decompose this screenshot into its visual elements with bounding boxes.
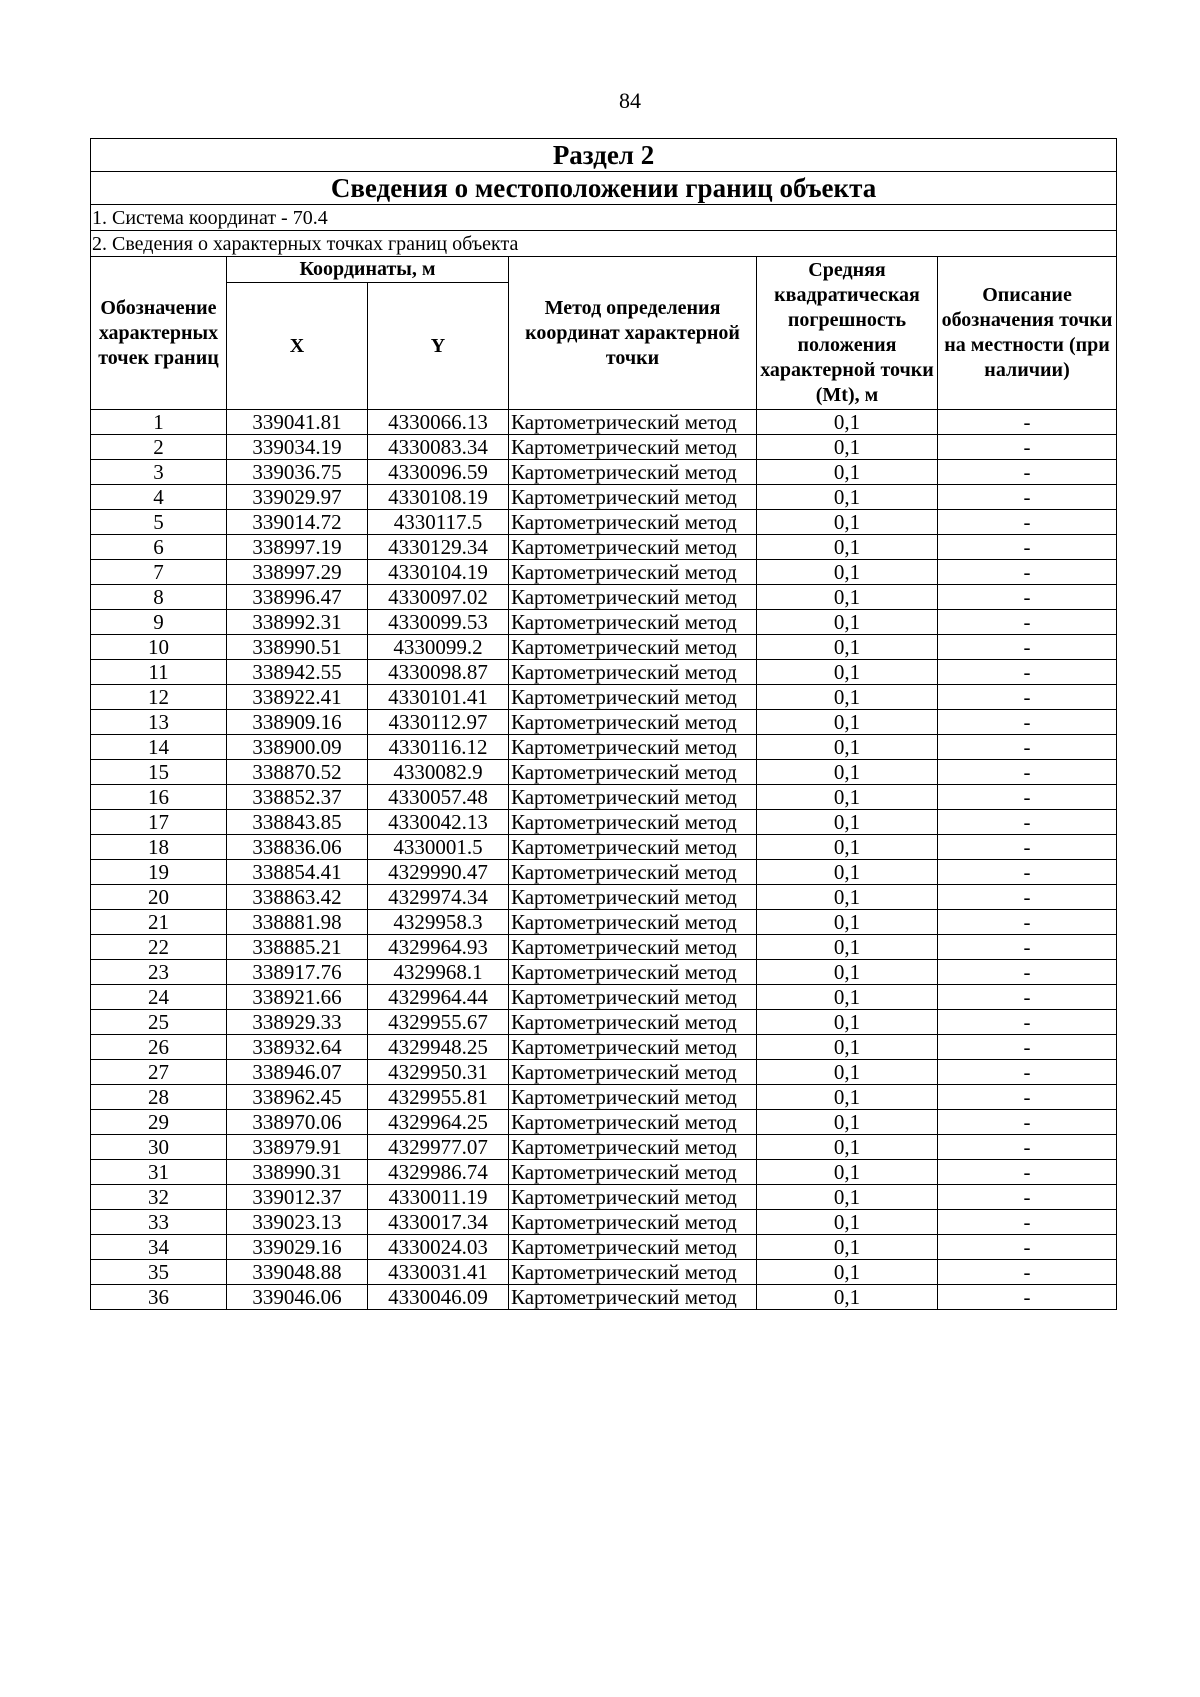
- error-cell: 0,1: [757, 535, 938, 560]
- point-number-cell: 16: [91, 785, 227, 810]
- table-row: [91, 810, 1117, 835]
- y-coordinate-cell: 4330101.41: [368, 685, 509, 710]
- x-coordinate-cell: 338946.07: [227, 1060, 368, 1085]
- x-coordinate-cell: 338870.52: [227, 760, 368, 785]
- y-coordinate-cell: 4329948.25: [368, 1035, 509, 1060]
- coordinate-system-line: 1. Система координат - 70.4: [91, 205, 1117, 231]
- table-row: [91, 660, 1117, 685]
- description-cell: -: [938, 1010, 1117, 1035]
- error-cell: 0,1: [757, 1160, 938, 1185]
- x-coordinate-cell: 338917.76: [227, 960, 368, 985]
- table-row: [91, 710, 1117, 735]
- table-row: [91, 1285, 1117, 1310]
- error-cell: 0,1: [757, 460, 938, 485]
- table-row: [91, 435, 1117, 460]
- x-coordinate-cell: 339023.13: [227, 1210, 368, 1235]
- table-row: [91, 1060, 1117, 1085]
- x-coordinate-cell: 338962.45: [227, 1085, 368, 1110]
- table-row: [91, 860, 1117, 885]
- table-row: [91, 1260, 1117, 1285]
- y-coordinate-cell: 4330099.2: [368, 635, 509, 660]
- method-cell: Картометрический метод: [509, 1285, 757, 1310]
- x-coordinate-cell: 338881.98: [227, 910, 368, 935]
- error-cell: 0,1: [757, 935, 938, 960]
- y-coordinate-cell: 4330083.34: [368, 435, 509, 460]
- method-cell: Картометрический метод: [509, 1135, 757, 1160]
- error-cell: 0,1: [757, 885, 938, 910]
- y-coordinate-cell: 4330129.34: [368, 535, 509, 560]
- y-coordinate-cell: 4329955.81: [368, 1085, 509, 1110]
- description-cell: -: [938, 1160, 1117, 1185]
- y-coordinate-cell: 4330116.12: [368, 735, 509, 760]
- point-number-cell: 5: [91, 510, 227, 535]
- section-subtitle: Сведения о местоположении границ объекта: [91, 172, 1117, 205]
- method-cell: Картометрический метод: [509, 435, 757, 460]
- point-number-cell: 31: [91, 1160, 227, 1185]
- error-cell: 0,1: [757, 585, 938, 610]
- error-cell: 0,1: [757, 510, 938, 535]
- method-cell: Картометрический метод: [509, 685, 757, 710]
- method-cell: Картометрический метод: [509, 835, 757, 860]
- header-y: Y: [368, 283, 509, 410]
- point-number-cell: 22: [91, 935, 227, 960]
- table-row: [91, 560, 1117, 585]
- description-cell: -: [938, 435, 1117, 460]
- table-row: [91, 485, 1117, 510]
- point-number-cell: 34: [91, 1235, 227, 1260]
- description-cell: -: [938, 1235, 1117, 1260]
- header-designation: Обозначение характерных точек границ: [91, 257, 227, 410]
- x-coordinate-cell: 339041.81: [227, 410, 368, 435]
- point-number-cell: 24: [91, 985, 227, 1010]
- error-cell: 0,1: [757, 985, 938, 1010]
- error-cell: 0,1: [757, 1010, 938, 1035]
- table-row: [91, 460, 1117, 485]
- description-cell: -: [938, 960, 1117, 985]
- y-coordinate-cell: 4330001.5: [368, 835, 509, 860]
- description-cell: -: [938, 985, 1117, 1010]
- y-coordinate-cell: 4329964.44: [368, 985, 509, 1010]
- x-coordinate-cell: 339012.37: [227, 1185, 368, 1210]
- table-row: [91, 785, 1117, 810]
- x-coordinate-cell: 338836.06: [227, 835, 368, 860]
- description-cell: -: [938, 735, 1117, 760]
- y-coordinate-cell: 4330099.53: [368, 610, 509, 635]
- point-number-cell: 14: [91, 735, 227, 760]
- description-cell: -: [938, 510, 1117, 535]
- method-cell: Картометрический метод: [509, 485, 757, 510]
- description-cell: -: [938, 1260, 1117, 1285]
- description-cell: -: [938, 560, 1117, 585]
- method-cell: Картометрический метод: [509, 910, 757, 935]
- y-coordinate-cell: 4329974.34: [368, 885, 509, 910]
- table-row: [91, 760, 1117, 785]
- table-row: [91, 410, 1117, 435]
- y-coordinate-cell: 4330104.19: [368, 560, 509, 585]
- table-row: [91, 510, 1117, 535]
- point-number-cell: 3: [91, 460, 227, 485]
- method-cell: Картометрический метод: [509, 710, 757, 735]
- x-coordinate-cell: 338997.19: [227, 535, 368, 560]
- method-cell: Картометрический метод: [509, 410, 757, 435]
- method-cell: Картометрический метод: [509, 1035, 757, 1060]
- error-cell: 0,1: [757, 435, 938, 460]
- description-cell: -: [938, 1035, 1117, 1060]
- method-cell: Картометрический метод: [509, 1185, 757, 1210]
- method-cell: Картометрический метод: [509, 460, 757, 485]
- y-coordinate-cell: 4329958.3: [368, 910, 509, 935]
- method-cell: Картометрический метод: [509, 1160, 757, 1185]
- error-cell: 0,1: [757, 710, 938, 735]
- method-cell: Картометрический метод: [509, 660, 757, 685]
- description-cell: -: [938, 910, 1117, 935]
- table-row: [91, 1185, 1117, 1210]
- x-coordinate-cell: 338996.47: [227, 585, 368, 610]
- method-cell: Картометрический метод: [509, 510, 757, 535]
- y-coordinate-cell: 4330046.09: [368, 1285, 509, 1310]
- description-cell: -: [938, 860, 1117, 885]
- y-coordinate-cell: 4330042.13: [368, 810, 509, 835]
- method-cell: Картометрический метод: [509, 785, 757, 810]
- y-coordinate-cell: 4330096.59: [368, 460, 509, 485]
- x-coordinate-cell: 338970.06: [227, 1110, 368, 1135]
- method-cell: Картометрический метод: [509, 860, 757, 885]
- section-title: Раздел 2: [91, 139, 1117, 172]
- x-coordinate-cell: 338942.55: [227, 660, 368, 685]
- x-coordinate-cell: 338921.66: [227, 985, 368, 1010]
- description-cell: -: [938, 710, 1117, 735]
- y-coordinate-cell: 4329968.1: [368, 960, 509, 985]
- description-cell: -: [938, 760, 1117, 785]
- point-number-cell: 20: [91, 885, 227, 910]
- y-coordinate-cell: 4330017.34: [368, 1210, 509, 1235]
- point-number-cell: 19: [91, 860, 227, 885]
- y-coordinate-cell: 4330112.97: [368, 710, 509, 735]
- description-cell: -: [938, 1210, 1117, 1235]
- point-number-cell: 36: [91, 1285, 227, 1310]
- description-cell: -: [938, 635, 1117, 660]
- y-coordinate-cell: 4329977.07: [368, 1135, 509, 1160]
- point-number-cell: 4: [91, 485, 227, 510]
- method-cell: Картометрический метод: [509, 1235, 757, 1260]
- point-number-cell: 32: [91, 1185, 227, 1210]
- error-cell: 0,1: [757, 1210, 938, 1235]
- table-row: [91, 1235, 1117, 1260]
- description-cell: -: [938, 585, 1117, 610]
- error-cell: 0,1: [757, 1110, 938, 1135]
- error-cell: 0,1: [757, 635, 938, 660]
- x-coordinate-cell: 339046.06: [227, 1285, 368, 1310]
- error-cell: 0,1: [757, 1260, 938, 1285]
- method-cell: Картометрический метод: [509, 885, 757, 910]
- method-cell: Картометрический метод: [509, 985, 757, 1010]
- description-cell: -: [938, 610, 1117, 635]
- description-cell: -: [938, 660, 1117, 685]
- table-row: [91, 1210, 1117, 1235]
- method-cell: Картометрический метод: [509, 1010, 757, 1035]
- description-cell: -: [938, 1060, 1117, 1085]
- description-cell: -: [938, 685, 1117, 710]
- point-number-cell: 8: [91, 585, 227, 610]
- x-coordinate-cell: 338997.29: [227, 560, 368, 585]
- method-cell: Картометрический метод: [509, 735, 757, 760]
- error-cell: 0,1: [757, 810, 938, 835]
- description-cell: -: [938, 935, 1117, 960]
- method-cell: Картометрический метод: [509, 935, 757, 960]
- x-coordinate-cell: 338854.41: [227, 860, 368, 885]
- description-cell: -: [938, 835, 1117, 860]
- x-coordinate-cell: 338932.64: [227, 1035, 368, 1060]
- table-row: [91, 685, 1117, 710]
- y-coordinate-cell: 4330098.87: [368, 660, 509, 685]
- table-row: [91, 1010, 1117, 1035]
- description-cell: -: [938, 1135, 1117, 1160]
- error-cell: 0,1: [757, 910, 938, 935]
- x-coordinate-cell: 339029.97: [227, 485, 368, 510]
- table-row: [91, 885, 1117, 910]
- point-number-cell: 2: [91, 435, 227, 460]
- method-cell: Картометрический метод: [509, 960, 757, 985]
- description-cell: -: [938, 1185, 1117, 1210]
- description-cell: -: [938, 485, 1117, 510]
- point-number-cell: 28: [91, 1085, 227, 1110]
- description-cell: -: [938, 1285, 1117, 1310]
- y-coordinate-cell: 4329964.25: [368, 1110, 509, 1135]
- point-number-cell: 1: [91, 410, 227, 435]
- x-coordinate-cell: 338992.31: [227, 610, 368, 635]
- method-cell: Картометрический метод: [509, 1110, 757, 1135]
- description-cell: -: [938, 410, 1117, 435]
- y-coordinate-cell: 4330108.19: [368, 485, 509, 510]
- y-coordinate-cell: 4330031.41: [368, 1260, 509, 1285]
- header-x: X: [227, 283, 368, 410]
- x-coordinate-cell: 338900.09: [227, 735, 368, 760]
- point-number-cell: 30: [91, 1135, 227, 1160]
- point-number-cell: 18: [91, 835, 227, 860]
- error-cell: 0,1: [757, 1285, 938, 1310]
- point-number-cell: 26: [91, 1035, 227, 1060]
- points-info-line: 2. Сведения о характерных точках границ объекта: [91, 231, 1117, 257]
- method-cell: Картометрический метод: [509, 1085, 757, 1110]
- y-coordinate-cell: 4330117.5: [368, 510, 509, 535]
- method-cell: Картометрический метод: [509, 1260, 757, 1285]
- x-coordinate-cell: 338909.16: [227, 710, 368, 735]
- error-cell: 0,1: [757, 960, 938, 985]
- page-number: 84: [619, 88, 641, 113]
- x-coordinate-cell: 338852.37: [227, 785, 368, 810]
- y-coordinate-cell: 4329950.31: [368, 1060, 509, 1085]
- boundary-points-table: [90, 138, 1117, 1310]
- point-number-cell: 23: [91, 960, 227, 985]
- error-cell: 0,1: [757, 610, 938, 635]
- point-number-cell: 17: [91, 810, 227, 835]
- description-cell: -: [938, 785, 1117, 810]
- table-row: [91, 935, 1117, 960]
- point-number-cell: 13: [91, 710, 227, 735]
- x-coordinate-cell: 338979.91: [227, 1135, 368, 1160]
- point-number-cell: 33: [91, 1210, 227, 1235]
- table-row: [91, 585, 1117, 610]
- point-number-cell: 9: [91, 610, 227, 635]
- method-cell: Картометрический метод: [509, 535, 757, 560]
- error-cell: 0,1: [757, 485, 938, 510]
- table-row: [91, 1035, 1117, 1060]
- y-coordinate-cell: 4329955.67: [368, 1010, 509, 1035]
- point-number-cell: 29: [91, 1110, 227, 1135]
- table-row: [91, 635, 1117, 660]
- error-cell: 0,1: [757, 1235, 938, 1260]
- point-number-cell: 27: [91, 1060, 227, 1085]
- table-row: [91, 1085, 1117, 1110]
- error-cell: 0,1: [757, 1185, 938, 1210]
- x-coordinate-cell: 338922.41: [227, 685, 368, 710]
- method-cell: Картометрический метод: [509, 1210, 757, 1235]
- y-coordinate-cell: 4330066.13: [368, 410, 509, 435]
- table-row: [91, 1110, 1117, 1135]
- error-cell: 0,1: [757, 835, 938, 860]
- x-coordinate-cell: 338885.21: [227, 935, 368, 960]
- error-cell: 0,1: [757, 685, 938, 710]
- table-row: [91, 535, 1117, 560]
- y-coordinate-cell: 4330011.19: [368, 1185, 509, 1210]
- y-coordinate-cell: 4330057.48: [368, 785, 509, 810]
- y-coordinate-cell: 4330097.02: [368, 585, 509, 610]
- x-coordinate-cell: 339048.88: [227, 1260, 368, 1285]
- method-cell: Картометрический метод: [509, 560, 757, 585]
- table-body: [91, 410, 1117, 1310]
- header-error: Средняя квадратическая погрешность положения характерной точки (Mt), м: [757, 257, 938, 410]
- method-cell: Картометрический метод: [509, 635, 757, 660]
- error-cell: 0,1: [757, 410, 938, 435]
- table-row: [91, 1135, 1117, 1160]
- x-coordinate-cell: 338843.85: [227, 810, 368, 835]
- table-row: [91, 610, 1117, 635]
- error-cell: 0,1: [757, 785, 938, 810]
- error-cell: 0,1: [757, 1085, 938, 1110]
- table-row: [91, 985, 1117, 1010]
- error-cell: 0,1: [757, 860, 938, 885]
- method-cell: Картометрический метод: [509, 610, 757, 635]
- error-cell: 0,1: [757, 735, 938, 760]
- header-method: Метод определения координат характерной точки: [509, 257, 757, 410]
- x-coordinate-cell: 339029.16: [227, 1235, 368, 1260]
- header-description: Описание обозначения точки на местности (при наличии): [938, 257, 1117, 410]
- point-number-cell: 7: [91, 560, 227, 585]
- x-coordinate-cell: 339014.72: [227, 510, 368, 535]
- point-number-cell: 11: [91, 660, 227, 685]
- y-coordinate-cell: 4330024.03: [368, 1235, 509, 1260]
- x-coordinate-cell: 339036.75: [227, 460, 368, 485]
- description-cell: -: [938, 535, 1117, 560]
- description-cell: -: [938, 460, 1117, 485]
- y-coordinate-cell: 4329986.74: [368, 1160, 509, 1185]
- point-number-cell: 6: [91, 535, 227, 560]
- x-coordinate-cell: 338929.33: [227, 1010, 368, 1035]
- description-cell: -: [938, 1110, 1117, 1135]
- x-coordinate-cell: 339034.19: [227, 435, 368, 460]
- description-cell: -: [938, 1085, 1117, 1110]
- y-coordinate-cell: 4329964.93: [368, 935, 509, 960]
- x-coordinate-cell: 338990.31: [227, 1160, 368, 1185]
- header-coordinates: Координаты, м: [227, 257, 509, 283]
- point-number-cell: 10: [91, 635, 227, 660]
- point-number-cell: 25: [91, 1010, 227, 1035]
- table-row: [91, 1160, 1117, 1185]
- method-cell: Картометрический метод: [509, 585, 757, 610]
- point-number-cell: 21: [91, 910, 227, 935]
- table-row: [91, 835, 1117, 860]
- x-coordinate-cell: 338990.51: [227, 635, 368, 660]
- error-cell: 0,1: [757, 1060, 938, 1085]
- table-row: [91, 960, 1117, 985]
- method-cell: Картометрический метод: [509, 760, 757, 785]
- error-cell: 0,1: [757, 1135, 938, 1160]
- x-coordinate-cell: 338863.42: [227, 885, 368, 910]
- table-row: [91, 735, 1117, 760]
- error-cell: 0,1: [757, 660, 938, 685]
- y-coordinate-cell: 4329990.47: [368, 860, 509, 885]
- method-cell: Картометрический метод: [509, 810, 757, 835]
- point-number-cell: 35: [91, 1260, 227, 1285]
- error-cell: 0,1: [757, 760, 938, 785]
- error-cell: 0,1: [757, 560, 938, 585]
- description-cell: -: [938, 810, 1117, 835]
- method-cell: Картометрический метод: [509, 1060, 757, 1085]
- error-cell: 0,1: [757, 1035, 938, 1060]
- y-coordinate-cell: 4330082.9: [368, 760, 509, 785]
- description-cell: -: [938, 885, 1117, 910]
- point-number-cell: 15: [91, 760, 227, 785]
- point-number-cell: 12: [91, 685, 227, 710]
- table-row: [91, 910, 1117, 935]
